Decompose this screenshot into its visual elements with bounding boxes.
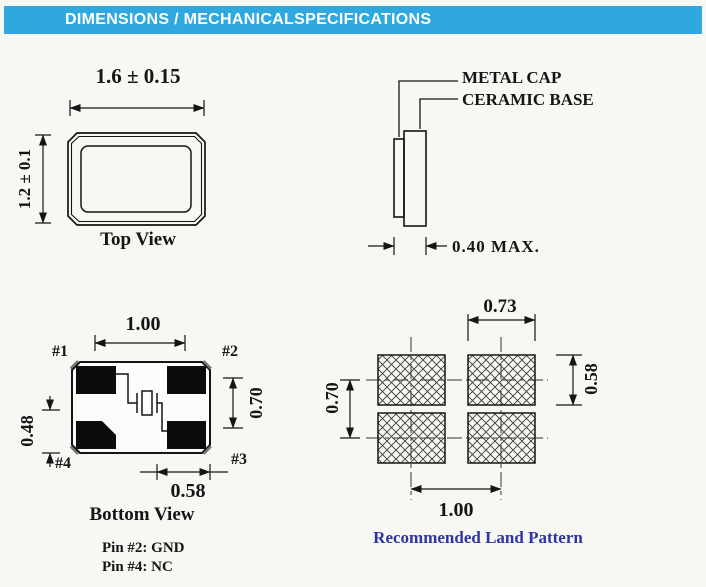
dim-ticks <box>556 355 582 405</box>
dim-ticks <box>42 410 60 453</box>
land-pad-width-dim: 0.73 <box>483 296 517 317</box>
bottom-view-drawing <box>42 335 243 480</box>
dim-ticks <box>394 237 426 255</box>
pin-1-label: #1 <box>52 343 68 360</box>
pin-2-label: #2 <box>222 343 238 360</box>
bottom-view-pitch-dim: 1.00 <box>125 313 161 335</box>
package-outline-outer <box>68 133 205 225</box>
pad-1 <box>76 366 116 394</box>
land-col-pitch-dim: 1.00 <box>438 499 474 521</box>
pin-4-label: #4 <box>55 455 71 472</box>
land-pad-1 <box>378 355 445 405</box>
pin-3-label: #3 <box>231 451 247 468</box>
side-view-drawing <box>368 81 458 255</box>
package-cavity <box>81 146 191 212</box>
dim-ticks <box>468 314 535 341</box>
bottom-view-pad-width-dim: 0.58 <box>170 480 206 502</box>
top-view-caption: Top View <box>100 229 176 250</box>
land-pads <box>378 355 535 463</box>
bottom-view-caption: Bottom View <box>89 504 195 525</box>
land-pad-4 <box>378 413 445 463</box>
section-title: DIMENSIONS / MECHANICALSPECIFICATIONS <box>65 11 432 28</box>
pad-2 <box>167 366 206 394</box>
land-row-pitch-dim: 0.70 <box>321 382 342 414</box>
package-outline-inner <box>72 137 202 222</box>
land-pattern-drawing <box>340 314 582 500</box>
top-view-height-dim: 1.2 ± 0.1 <box>15 148 34 210</box>
metal-cap-shape <box>394 139 404 217</box>
bottom-view-right-dim: 0.70 <box>245 387 266 419</box>
pin-note-nc: Pin #4: NC <box>102 559 173 575</box>
pin-note-gnd: Pin #2: GND <box>102 540 185 556</box>
pad-3 <box>167 421 206 449</box>
ceramic-base-leader <box>420 99 458 129</box>
land-pad-2 <box>468 355 535 405</box>
top-view-drawing <box>35 100 205 225</box>
top-view-width-dim: 1.6 ± 0.15 <box>95 64 181 88</box>
land-pad-height-dim: 0.58 <box>580 363 601 395</box>
metal-cap-label: METAL CAP <box>462 68 562 87</box>
thickness-dim: 0.40 MAX. <box>452 237 540 256</box>
ceramic-base-label: CERAMIC BASE <box>462 90 594 109</box>
bottom-view-left-dim: 0.48 <box>16 415 37 447</box>
land-pattern-caption: Recommended Land Pattern <box>373 528 583 547</box>
ceramic-base-shape <box>404 131 426 226</box>
land-pad-3 <box>468 413 535 463</box>
metal-cap-leader <box>399 81 458 137</box>
